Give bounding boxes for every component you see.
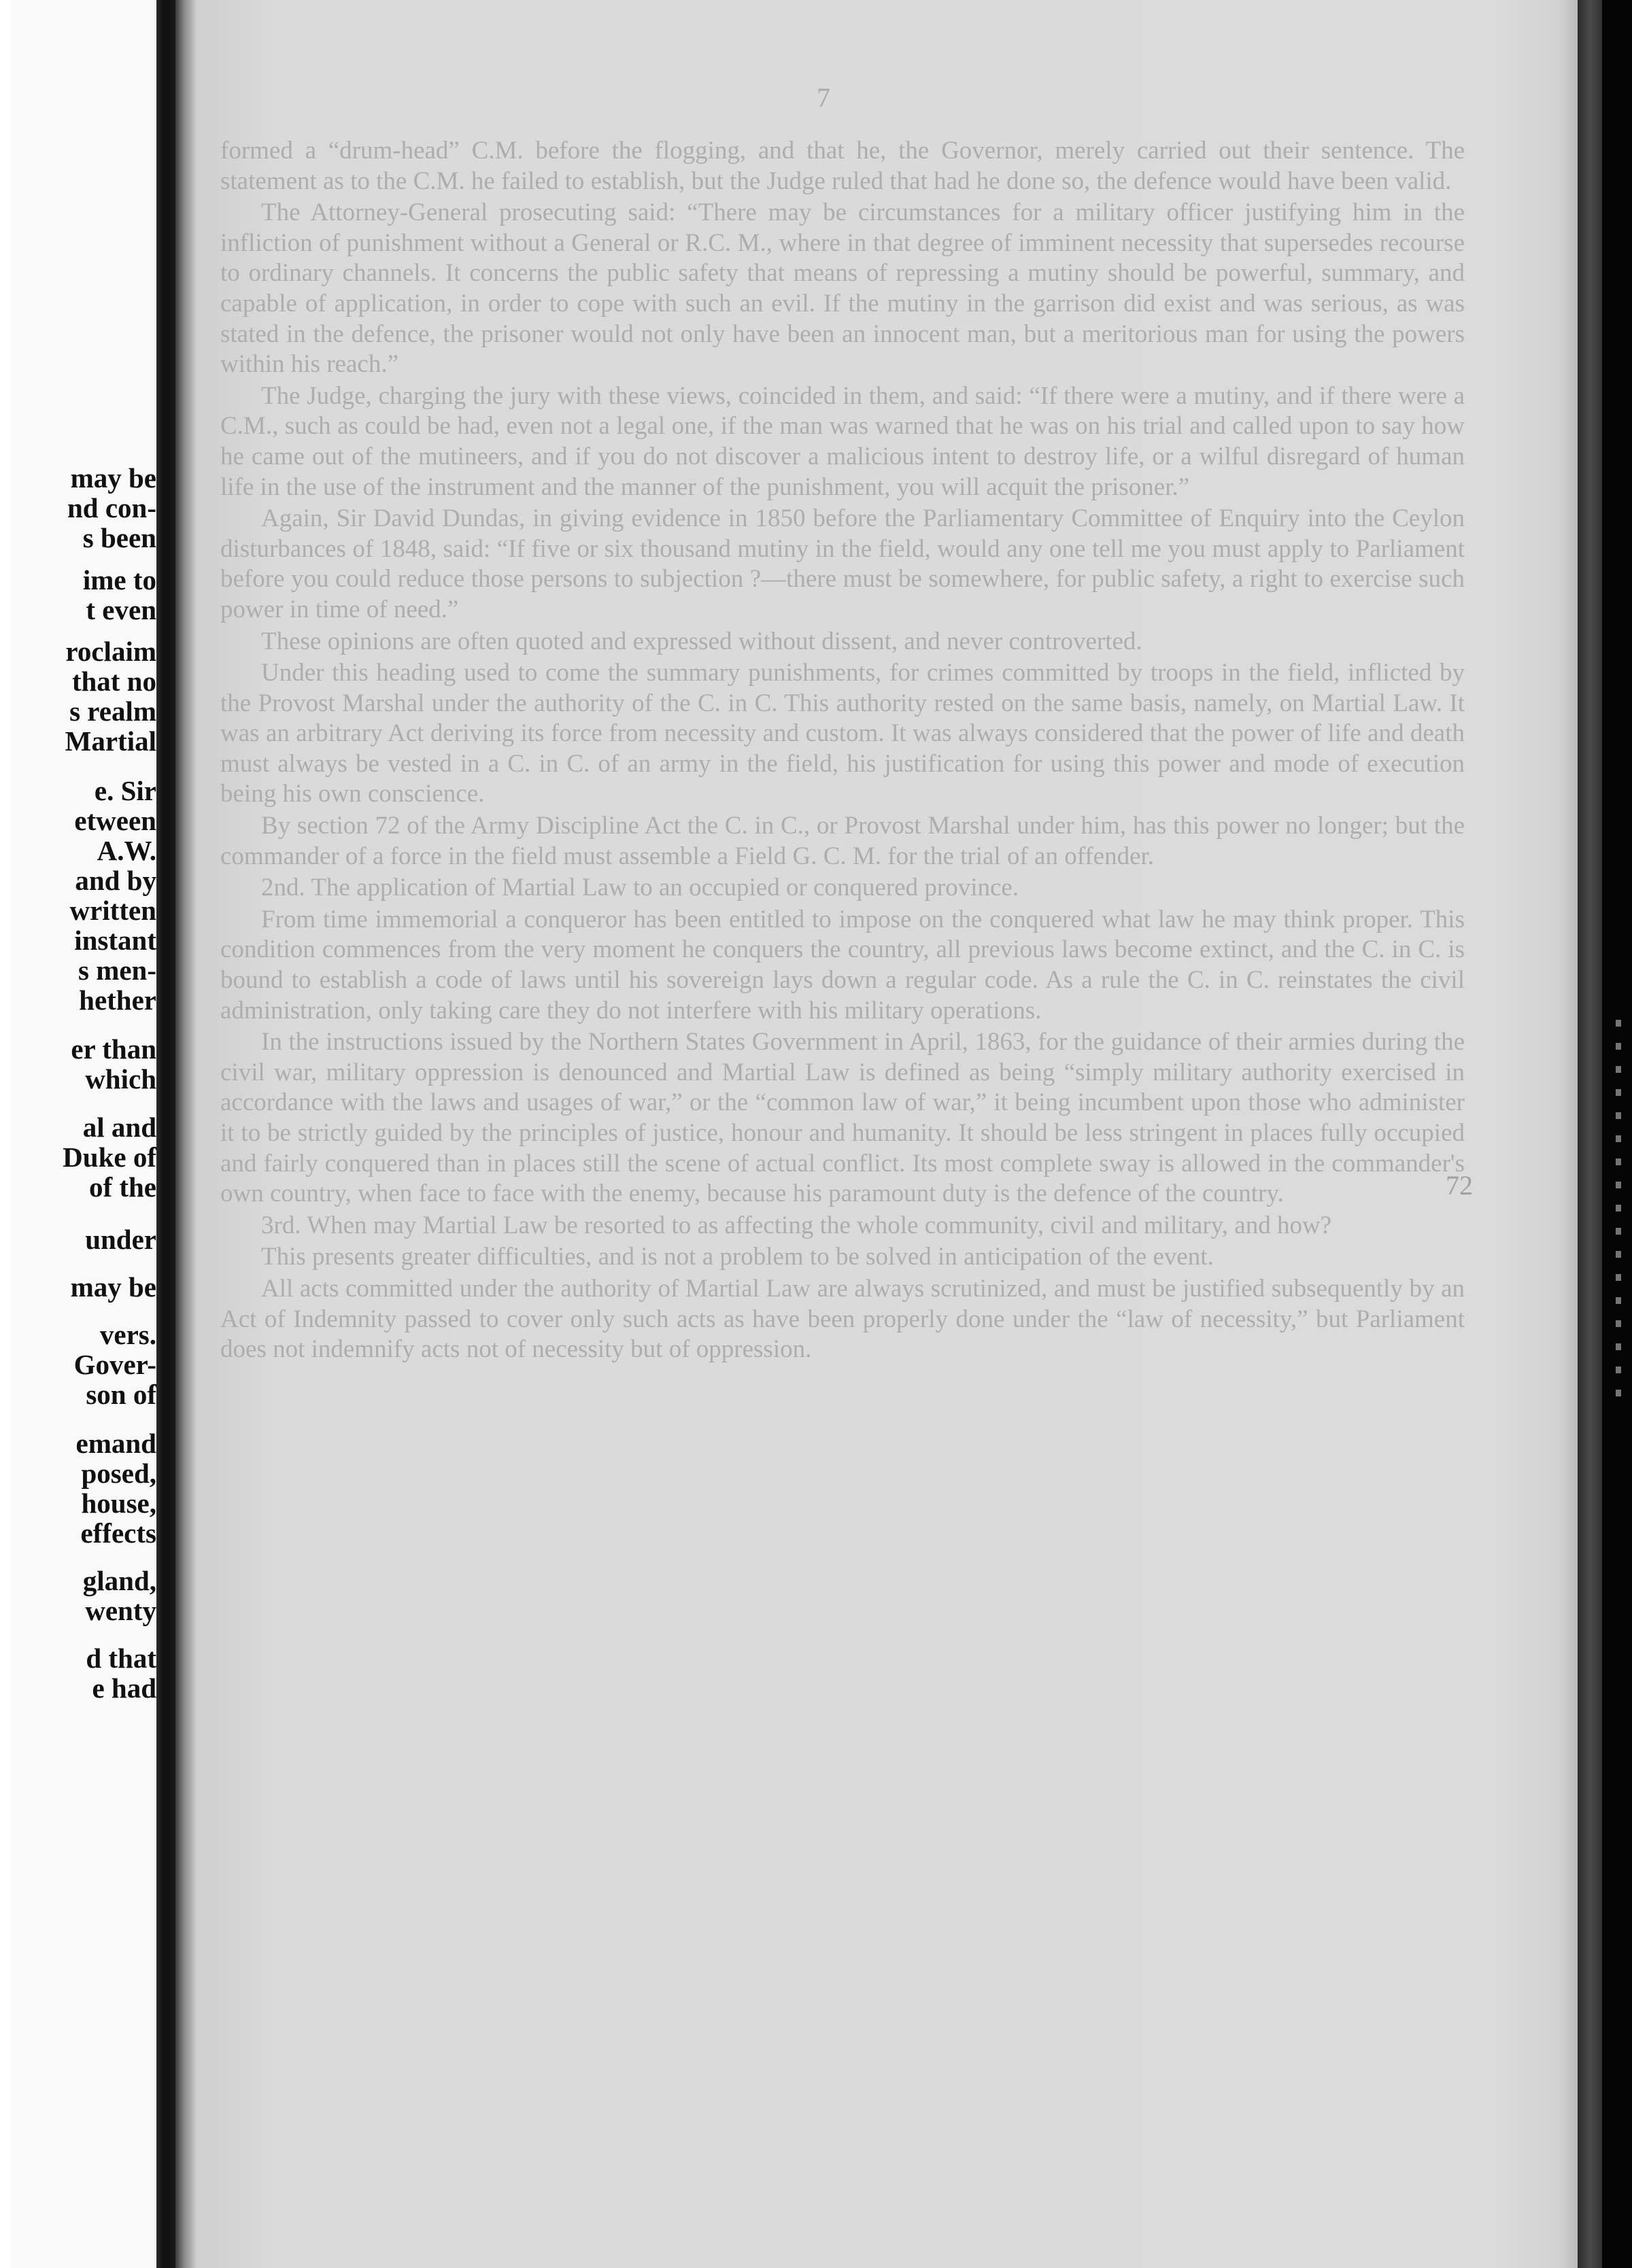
left-page-line: son of (86, 1379, 156, 1410)
left-page-line: written (69, 895, 156, 926)
binding-gutter (156, 0, 175, 2268)
paragraph: By section 72 of the Army Discipline Act the C. in C., or Provost Marshal under him, has this power no longer; but the commander of a force in the field must assemble a Field G. C. M. for the trial of an offender. (220, 812, 1465, 870)
scan-margin (0, 0, 11, 2268)
left-page-line: effects (80, 1517, 156, 1549)
left-page-line: etween (74, 805, 156, 836)
left-page-line: s been (82, 522, 156, 553)
margin-note: 72 (1446, 1170, 1473, 1201)
left-page-line: s realm (69, 695, 156, 727)
paragraph: Again, Sir David Dundas, in giving evidence in 1850 before the Parliamentary Committee of Enquiry into the Ceylon disturbances of 1848, said: “If five or six thousand mutiny in the field, would any one tell me you must apply to Parliament before you could reduce those persons to subjection ?—there must be somewhere, for public safety, a right to exercise such power in time of need.” (220, 504, 1465, 623)
paragraph: These opinions are often quoted and expressed without dissent, and never controverted. (261, 627, 1142, 655)
left-page-line: d that (86, 1643, 156, 1674)
left-page-line: may be (70, 1271, 156, 1303)
left-page-line: posed, (81, 1458, 156, 1489)
left-page-line: vers. (99, 1319, 156, 1350)
paragraph: In the instructions issued by the Northern States Government in April, 1863, for the guidance of their armies during the civil war, military oppression is denounced and Martial Law is defined as being “simply military authority exercised in accordance with the laws and usages of war,” or the “common law of war,” it being incumbent upon those who administer it to be strictly guided by the principles of justice, honour and humanity. It should be less stringent in places fully occupied and fairly conquered than in places still the scene of actual conflict. Its most complete sway is allowed in the commander's own country, when face to face with the enemy, because his paramount duty is the defence of the country. (220, 1028, 1465, 1208)
right-binding (1578, 0, 1602, 2268)
left-page-line: under (85, 1224, 156, 1255)
paragraph: The Attorney-General prosecuting said: “There may be circumstances for a military officer justifying him in the infliction of punishment without a General or R.C. M., where in that degree of imminent necessity that supersedes recourse to ordinary channels. It concerns the public safety that means of repressing a mutiny should be powerful, summary, and capable of application, in order to cope with such an evil. If the mutiny in the garrison did exist and was serious, as was stated in the defence, the prisoner would not only have been an innocent man, but a meritorious man for using the powers within his reach.” (220, 199, 1465, 379)
left-page-line: e had (92, 1672, 156, 1704)
left-page-line: emand (75, 1428, 156, 1459)
left-page-line: er than (71, 1033, 156, 1065)
left-page-line: may be (70, 462, 156, 494)
left-page-line: e. Sir (94, 775, 156, 806)
left-page-line: instant (74, 925, 156, 956)
left-page-line: s men- (78, 955, 156, 986)
left-page-line: gland, (82, 1565, 156, 1596)
left-page-line: hether (79, 984, 156, 1016)
left-page-line: of the (88, 1171, 156, 1203)
left-page-line: A.W. (97, 835, 156, 866)
edge-marks (1616, 1020, 1621, 1401)
paragraph: formed a “drum-head” C.M. before the flogging, and that he, the Governor, merely carried out their sentence. The statement as to the C.M. he failed to establish, but the Judge ruled that had he done so, the defence would have been valid. (220, 137, 1465, 195)
left-page-line: al and (82, 1112, 156, 1143)
left-page-line: Gover- (73, 1349, 156, 1380)
left-page-line: ime to (82, 564, 156, 596)
left-page-line: Duke of (63, 1141, 156, 1173)
page-number: 7 (817, 82, 830, 113)
left-page-line: that no (71, 666, 156, 697)
paragraph: The Judge, charging the jury with these views, coincided in them, and said: “If there were a mutiny, and if there were a C.M., such as could be had, even not a legal one, if the man was warned that he was on his trial and called upon to say how he came out of the mutineers, and if you do not discover a malicious intent to destroy life, or a wilful disregard of human life in the use of the instrument and the manner of the punishment, you will acquit the prisoner.” (220, 381, 1465, 501)
left-page-line: which (85, 1063, 156, 1095)
left-page-line: wenty (85, 1595, 156, 1626)
left-page-line: Martial (65, 725, 156, 757)
paragraph: 2nd. The application of Martial Law to an occupied or conquered province. (261, 874, 1019, 902)
left-page-line: house, (81, 1488, 156, 1519)
gutter-shadow (175, 0, 196, 2268)
left-page-line: roclaim (65, 636, 156, 667)
right-page-edges (1557, 0, 1578, 2268)
paragraph: From time immemorial a conqueror has been entitled to impose on the conquered what law he may think proper. This condition commences from the very moment he conquers the country, all previous laws become extinct, and the C. in C. is bound to establish a code of laws until his sovereign lays down a regular code. As a rule the C. in C. reinstates the civil administration, only taking care they do not interfere with his military operations. (220, 905, 1465, 1025)
left-page-line: nd con- (67, 492, 156, 523)
paragraph: This presents greater difficulties, and is not a problem to be solved in anticipation of the event. (261, 1243, 1214, 1271)
paragraph: Under this heading used to come the summary punishments, for crimes committed by troops in the field, inflicted by the Provost Marshal under the authority of the C. in C. This authority rested on the same basis, namely, on Martial Law. It was an arbitrary Act deriving its force from necessity and custom. It was always considered that the power of life and death must always be vested in a C. in C. of an army in the field, his justification for using this power and mode of execution being his own conscience. (220, 659, 1465, 808)
paragraph: 3rd. When may Martial Law be resorted to as affecting the whole community, civil and military, and how? (261, 1211, 1332, 1239)
paragraph: All acts committed under the authority of Martial Law are always scrutinized, and must be justified subsequently by an Act of Indemnity passed to cover only such acts as have been properly done under the “law of necessity,” but Parliament does not indemnify acts not of necessity but of oppression. (220, 1274, 1465, 1364)
left-page-line: and by (75, 865, 156, 896)
page-text-block (220, 136, 1465, 1367)
left-facing-page (11, 0, 156, 2268)
main-page (196, 0, 1578, 2268)
left-page-line: t even (86, 594, 156, 625)
